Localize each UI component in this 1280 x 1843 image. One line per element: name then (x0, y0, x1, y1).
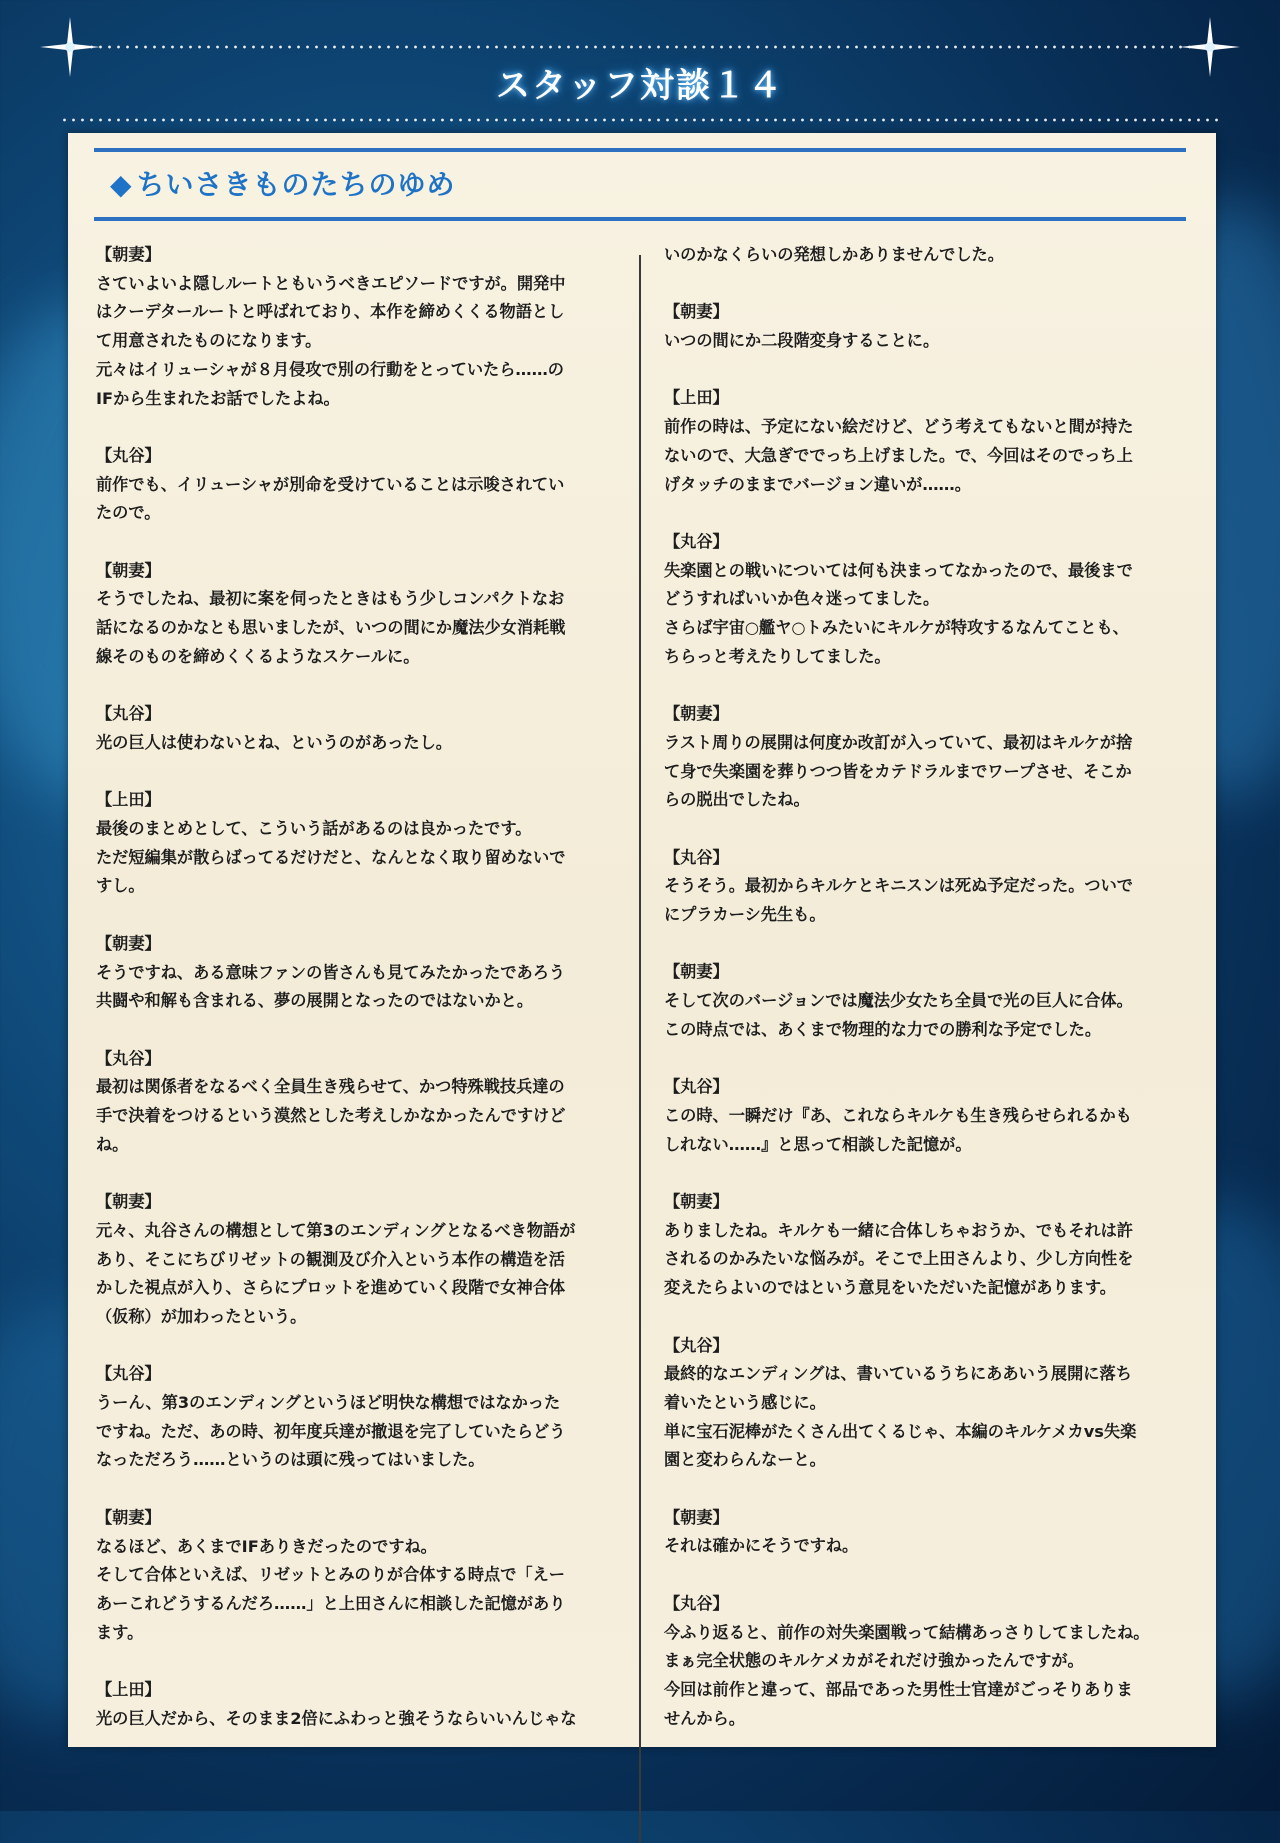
dialogue-line: 失楽園との戦いについては何も決まってなかったので、最後まで (664, 560, 1133, 580)
dialogue-line: それは確かにそうですね。 (664, 1536, 859, 1556)
dotted-border-top (60, 44, 1220, 50)
speaker-label: 【丸谷】 (96, 1048, 161, 1068)
dialogue-line: ラスト周りの展開は何度か改訂が入っていて、最初はキルケが捨 (664, 732, 1133, 752)
dialogue-block (96, 1188, 624, 1332)
dialogue-line: そして合体といえば、リゼットとみのりが合体する時点で「えー (96, 1565, 565, 1585)
page-header (0, 0, 1280, 130)
dialogue-line: 単に宝石泥棒がたくさん出てくるじゃ、本編のキルケメカvs失楽 (664, 1421, 1137, 1441)
dialogue-line: 着いたという感じに。 (664, 1392, 826, 1412)
dialogue-line: らの脱出でしたね。 (664, 790, 810, 810)
dialogue-line: いのかなくらいの発想しかありませんでした。 (664, 245, 1004, 264)
dialogue-line: この時、一瞬だけ『あ、これならキルケも生き残らせられるかも (664, 1105, 1132, 1125)
dialogue-line: 前作の時は、予定にない絵だけど、どう考えてもないと間が持た (664, 417, 1134, 437)
speaker-label: 【上田】 (96, 1680, 161, 1699)
dialogue-block (664, 1188, 1204, 1303)
dialogue-line: 今回は前作と違って、部品であった男性士官達がごっそりありま (664, 1679, 1133, 1699)
dialogue-block (664, 1590, 1204, 1734)
dialogue-block (664, 1504, 1204, 1561)
section-rule-top (94, 148, 1186, 152)
dialogue-block (664, 700, 1204, 815)
dialogue-line: あり、そこにちびリゼットの観測及び介入という本作の構造を活 (96, 1249, 565, 1269)
dialogue-line: されるのかみたいな悩みが。そこで上田さんより、少し方向性を (664, 1249, 1134, 1269)
dialogue-block (664, 1073, 1204, 1159)
dialogue-block (664, 384, 1204, 499)
speaker-label: 【朝妻】 (96, 1507, 161, 1527)
dialogue-line: そして次のバージョンでは魔法少女たち全員で光の巨人に合体。 (664, 991, 1133, 1011)
speaker-label: 【朝妻】 (664, 962, 729, 982)
speaker-label: 【上田】 (96, 790, 161, 810)
speaker-label: 【丸谷】 (664, 847, 729, 867)
dialogue-block (664, 958, 1204, 1044)
dialogue-line: たので。 (96, 503, 161, 523)
dialogue-block (96, 557, 624, 672)
speaker-label: 【丸谷】 (664, 1593, 729, 1613)
speaker-label: 【朝妻】 (96, 245, 161, 264)
dialogue-line: 園と変わらんなーと。 (664, 1450, 826, 1470)
dialogue-block (96, 1504, 624, 1648)
dialogue-block (96, 930, 624, 1016)
dialogue-line: うーん、第3のエンディングというほど明快な構想ではなかった (96, 1393, 561, 1412)
dialogue-line: はクーデタールートと呼ばれており、本作を締めくくる物語とし (96, 302, 565, 322)
dialogue-line: なるほど、あくまでIFありきだったのですね。 (96, 1536, 437, 1556)
dialogue-line: しれない……』と思って相談した記憶が。 (664, 1134, 972, 1154)
speaker-label: 【丸谷】 (96, 1364, 161, 1384)
dialogue-line: 前作でも、イリューシャが別命を受けていることは示唆されてい (96, 474, 565, 494)
column-divider (639, 255, 641, 1843)
dialogue-line: 最初は関係者をなるべく全員生き残らせて、かつ特殊戦技兵達の (96, 1077, 565, 1097)
section-title-text: ちいさきものたちのゆめ (136, 168, 456, 201)
dialogue-line: にプラカーシ先生も。 (664, 905, 826, 925)
dialogue-line: いつの間にか二段階変身することに。 (664, 331, 940, 351)
speaker-label: 【丸谷】 (96, 445, 161, 465)
section-rule-bottom (94, 217, 1186, 221)
dialogue-line: ます。 (96, 1622, 144, 1642)
dialogue-line: そうでしたね、最初に案を伺ったときはもう少しコンパクトなお (96, 589, 565, 609)
speaker-label: 【朝妻】 (664, 302, 729, 322)
page-title: スタッフ対談１４ (496, 66, 784, 106)
dialogue-line: 変えたらよいのではという意見をいただいた記憶があります。 (664, 1278, 1116, 1298)
dialogue-line: 話になるのかなとも思いましたが、いつの間にか魔法少女消耗戦 (96, 618, 566, 638)
dialogue-line: ね。 (96, 1134, 129, 1154)
dialogue-block (96, 700, 624, 757)
dialogue-line: 光の巨人だから、そのまま2倍にふわっと強そうならいいんじゃな (96, 1708, 577, 1728)
dialogue-line: ただ短編集が散らばってるだけだと、なんとなく取り留めないで (96, 847, 566, 867)
dialogue-line: 最終的なエンディングは、書いているうちにああいう展開に落ち (664, 1364, 1132, 1384)
dialogue-line: 今ふり返ると、前作の対失楽園戦って結構あっさりしてましたね。 (664, 1622, 1150, 1642)
speaker-label: 【丸谷】 (96, 704, 161, 724)
dialogue-line: ないので、大急ぎででっち上げました。で、今回はそのでっち上 (664, 445, 1133, 465)
dialogue-block (96, 241, 624, 413)
dialogue-line: ですね。ただ、あの時、初年度兵達が撤退を完了していたらどう (96, 1421, 566, 1441)
dialogue-line: そうそう。最初からキルケとキニスンは死ぬ予定だった。ついで (664, 876, 1133, 896)
dialogue-line: 共闘や和解も含まれる、夢の展開となったのではないかと。 (96, 991, 534, 1011)
dialogue-block (96, 1360, 624, 1475)
dialogue-block (664, 528, 1204, 672)
dialogue-block (96, 786, 624, 901)
dialogue-block (96, 1676, 624, 1733)
dialogue-line: まぁ完全状態のキルケメカがそれだけ強かったんですが。 (664, 1651, 1084, 1671)
dialogue-block (96, 442, 624, 528)
speaker-label: 【朝妻】 (96, 933, 161, 953)
speaker-label: 【朝妻】 (664, 704, 729, 724)
dialogue-line: なっただろう……というのは頭に残ってはいました。 (96, 1450, 485, 1470)
dialogue-line: 最後のまとめとして、こういう話があるのは良かったです。 (96, 819, 532, 838)
speaker-label: 【朝妻】 (96, 560, 161, 580)
dialogue-line: （仮称）が加わったという。 (96, 1306, 307, 1326)
section-heading (110, 163, 456, 207)
dialogue-line: IFから生まれたお話でしたよね。 (96, 388, 340, 408)
dialogue-line: そうですね、ある意味ファンの皆さんも見てみたかったであろう (96, 962, 566, 982)
dialogue-line: 元々はイリューシャが８月侵攻で別の行動をとっていたら……の (96, 359, 564, 379)
dialogue-block (664, 844, 1204, 930)
dialogue-line: ありましたね。キルケも一緒に合体しちゃおうか、でもそれは許 (664, 1220, 1133, 1240)
dialogue-line: ちらっと考えたりしてました。 (664, 646, 891, 666)
speaker-label: 【朝妻】 (96, 1192, 161, 1212)
dialogue-block (664, 241, 1204, 270)
dialogue-line: さらば宇宙○艦ヤ○トみたいにキルケが特攻するなんてことも、 (664, 618, 1129, 638)
dialogue-line: この時点では、あくまで物理的な力での勝利な予定でした。 (664, 1019, 1102, 1039)
speaker-label: 【朝妻】 (664, 1192, 729, 1212)
speaker-label: 【丸谷】 (664, 1335, 729, 1355)
dotted-border-bottom (60, 117, 1220, 123)
dialogue-line: 手で決着をつけるという漠然とした考えしかなかったんですけど (96, 1106, 566, 1125)
dialogue-line: げタッチのままでバージョン違いが……。 (664, 474, 971, 494)
right-column (664, 241, 1204, 1762)
dialogue-line: て身で失楽園を葬りつつ皆をカテドラルまでワープさせ、そこか (664, 761, 1132, 781)
dialogue-block (664, 1332, 1204, 1476)
speaker-label: 【上田】 (664, 388, 729, 408)
dialogue-line: 線そのものを締めくくるようなスケールに。 (96, 646, 420, 666)
dialogue-line: 元々、丸谷さんの構想として第3のエンディングとなるべき物語が (96, 1220, 576, 1240)
dialogue-line: 光の巨人は使わないとね、というのがあったし。 (96, 732, 452, 752)
diamond-bullet-icon: ◆ (110, 168, 133, 201)
dialogue-line: て用意されたものになります。 (96, 331, 322, 351)
article-panel (68, 133, 1216, 1747)
dialogue-line: かした視点が入り、さらにプロットを進めていく段階で女神合体 (96, 1278, 566, 1298)
dialogue-line: せんから。 (664, 1708, 745, 1728)
dialogue-line: あーこれどうするんだろ……」と上田さんに相談した記憶があり (96, 1593, 566, 1613)
left-column (96, 241, 624, 1762)
dialogue-line: どうすればいいか色々迷ってました。 (664, 589, 940, 609)
dialogue-line: すし。 (96, 876, 145, 896)
dialogue-line: さていよいよ隠しルートともいうべきエピソードですが。開発中 (96, 273, 566, 293)
dialogue-block (96, 1045, 624, 1160)
speaker-label: 【丸谷】 (664, 531, 729, 551)
speaker-label: 【朝妻】 (664, 1507, 729, 1527)
dialogue-block (664, 298, 1204, 355)
speaker-label: 【丸谷】 (664, 1077, 729, 1097)
